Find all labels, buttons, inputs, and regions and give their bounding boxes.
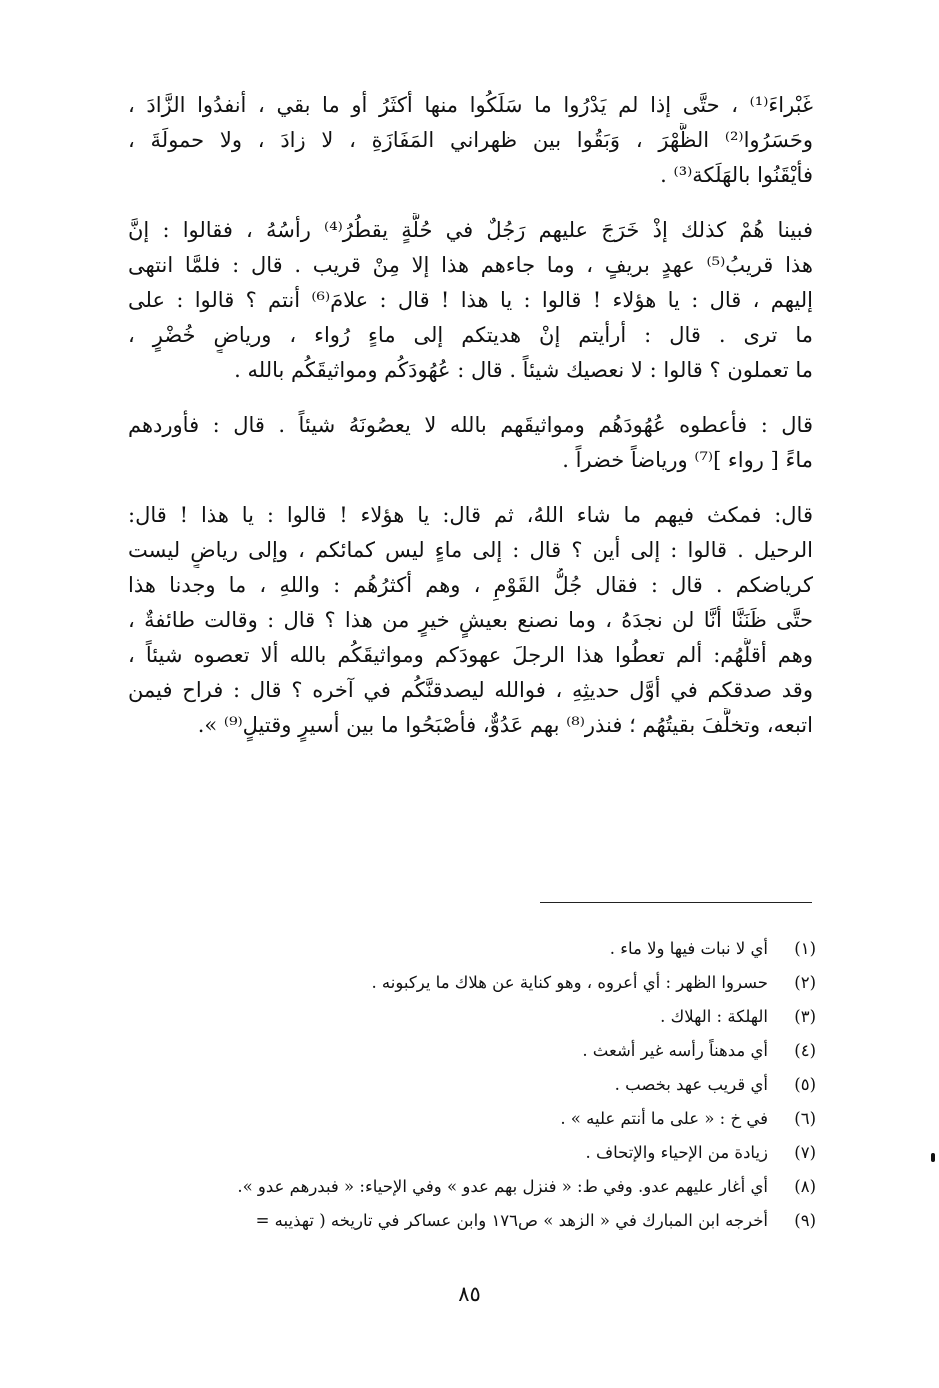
- text-line: فبينا هُمْ كذلك إذْ خَرَجَ عليهم رَجُلٌ في حُلَّةٍ يقطُرُ⁽⁴⁾ رأسُهُ ، فقالوا : إنَّ: [128, 218, 813, 242]
- page-number: ٨٥: [458, 1282, 481, 1306]
- footnote-number: (٧): [794, 1143, 816, 1162]
- main-text: [128, 88, 813, 743]
- paragraph-1: [128, 88, 813, 193]
- footnote-text: أخرجه ابن المبارك في « الزهد » ص١٧٦ وابن عساكر في تاريخه ( تهذيبه =: [255, 1211, 768, 1230]
- text-line: ما ترى . قال : أرأيتم إنْ هديتكم إلى ماءٍ رُواء ، ورياضٍ خُضْرٍ ،: [128, 323, 813, 347]
- footnote-number: (١): [794, 939, 816, 958]
- footnote: [135, 1034, 816, 1068]
- footnote-number: (٢): [794, 973, 816, 992]
- text-line: فأيْقَنُوا بالهَلَكة⁽³⁾ .: [660, 163, 813, 187]
- footnote-number: (٥): [794, 1075, 816, 1094]
- text-line: حتَّى ظَنَنَّا أنَّا لن نجدَهُ ، وما نصنع بعيشٍ خيرٍ من هذا ؟ قال : وقالت طائفةٌ ،: [128, 608, 813, 632]
- footnote-text: في خ : « على ما أنتم عليه » .: [560, 1109, 768, 1128]
- paragraph-3: [128, 408, 813, 478]
- footnote: [135, 1068, 816, 1102]
- text-line: قال : فأعطوه عُهُودَهُم ومواثيقَهم بالله لا يعصُونَهُ شيئاً . قال : فأوردهم: [128, 413, 813, 437]
- footnote: [135, 1204, 816, 1238]
- footnote-number: (٩): [794, 1211, 816, 1230]
- margin-mark: [931, 1153, 935, 1162]
- footnote: [135, 1136, 816, 1170]
- footnote-text: أي لا نبات فيها ولا ماء .: [609, 939, 768, 958]
- footnotes: [135, 932, 816, 1238]
- text-line: اتبعه، وتخلَّفَ بقيتُهُم ؛ فنذر⁽⁸⁾ بهم عَدُوٌّ، فأصْبَحُوا ما بين أسيرٍ وقتيلٍ⁽⁹⁾ ».: [197, 713, 813, 737]
- text-line: وقد صدقكم في أوَّل حديثِهِ ، فوالله ليصدقنَّكُم في آخره ؟ قال : فراح فيمن: [128, 678, 813, 702]
- footnote: [135, 1000, 816, 1034]
- footnote: [135, 932, 816, 966]
- footnote-text: حسروا الظهر : أي أعروه ، وهو كناية عن هلاك ما يركبونه .: [371, 973, 768, 992]
- footnote-text: زيادة من الإحياء والإتحاف .: [585, 1143, 768, 1162]
- text-line: الرحيل . قالوا : إلى أين ؟ قال : إلى ماءٍ ليس كمائكم ، وإلى رياضٍ ليست: [128, 538, 813, 562]
- footnote: [135, 1170, 816, 1204]
- footnote-text: الهلكة : الهلاك .: [660, 1007, 768, 1026]
- text-line: وحَسَرُوا⁽²⁾ الظَّهْرَ ، وَبَقُوا بين ظهراني المَفَازَةِ ، لا زادَ ، ولا حمولَةَ ،: [128, 128, 813, 152]
- text-line: هذا قريبُ⁽⁵⁾ عهدٍ بريفٍ ، وما جاءهم هذا إلا مِنْ قريب . قال : فلمَّا انتهى: [128, 253, 813, 277]
- paragraph-4: [128, 498, 813, 743]
- footnote-number: (٦): [794, 1109, 816, 1128]
- text-line: ماءً [ رواء ]⁽⁷⁾ ورياضاً خضراً .: [562, 448, 813, 472]
- footnote-text: أي مدهناً رأسه غير أشعث .: [582, 1041, 768, 1060]
- text-line: ما تعملون ؟ قالوا : لا نعصيك شيئاً . قال : عُهُودَكُم ومواثيقَكُم بالله .: [234, 358, 813, 382]
- paragraph-2: [128, 213, 813, 388]
- text-line: قال: فمكث فيهم ما شاء اللهُ، ثم قال: يا هؤلاء ! قالوا : يا هذا ! قال:: [128, 503, 813, 527]
- footnote-text: أي أغار عليهم عدو. وفي ط: « فنزل بهم عدو » وفي الإحياء: « فبدرهم عدو ».: [237, 1177, 768, 1196]
- footnote: [135, 966, 816, 1000]
- footnote-number: (٨): [794, 1177, 816, 1196]
- footnote-text: أي قريب عهد بخصب .: [614, 1075, 768, 1094]
- text-line: كرياضكم . قال : فقال جُلُّ القَوْمِ ، وهم أكثرُهُم : واللهِ ، ما وجدنا هذا: [128, 573, 813, 597]
- text-line: غَبْراءَ⁽¹⁾ ، حتَّى إذا لم يَدْرُوا ما سَلَكُوا منها أكثَرُ أو ما بقي ، أنفدُوا الزَّادَ ،: [128, 93, 813, 117]
- text-line: إليهم ، قال : يا هؤلاء ! قالوا : يا هذا ! قال : علامَ⁽⁶⁾ أنتم ؟ قالوا : على: [128, 288, 813, 312]
- footnote-number: (٤): [794, 1041, 816, 1060]
- text-line: وهم أقلُّهُم: ألم تعطُوا هذا الرجلَ عهودَكم ومواثيقَكُم بالله ألا تعصوه شيئاً ،: [128, 643, 813, 667]
- footnote-number: (٣): [794, 1007, 816, 1026]
- footnote-divider: [540, 902, 812, 903]
- footnote: [135, 1102, 816, 1136]
